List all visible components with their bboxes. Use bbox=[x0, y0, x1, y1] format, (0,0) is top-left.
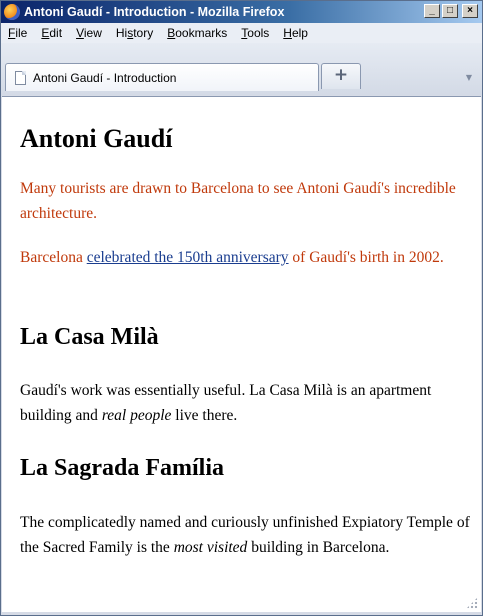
minimize-button[interactable]: _ bbox=[424, 4, 440, 18]
page-heading: Antoni Gaudí bbox=[20, 124, 173, 153]
menu-bookmarks[interactable]: Bookmarks bbox=[167, 26, 228, 40]
window-controls bbox=[424, 4, 478, 18]
maximize-button[interactable]: □ bbox=[442, 4, 458, 18]
menu-file[interactable]: File bbox=[8, 26, 28, 40]
casa-mila-paragraph: Gaudí's work was essentially useful. La Casa Milà is an apartment building and real people live there. bbox=[20, 382, 432, 424]
document-icon bbox=[15, 71, 26, 85]
close-button[interactable]: × bbox=[462, 4, 478, 18]
list-all-tabs-icon[interactable]: ▼ bbox=[465, 73, 472, 82]
menu-bar bbox=[1, 23, 482, 43]
menu-edit[interactable]: Edit bbox=[41, 26, 63, 40]
resize-grip-icon[interactable] bbox=[466, 597, 478, 609]
menu-view[interactable]: View bbox=[76, 26, 102, 40]
window-title: Antoni Gaudí - Introduction - Mozilla Firefox bbox=[24, 5, 285, 19]
tab-label: Antoni Gaudí - Introduction bbox=[33, 70, 177, 85]
sagrada-familia-heading: La Sagrada Família bbox=[20, 455, 225, 481]
menu-help[interactable]: Help bbox=[283, 26, 308, 40]
tab-strip bbox=[1, 43, 482, 95]
menu-tools[interactable]: Tools bbox=[241, 26, 270, 40]
intro-paragraph: Many tourists are drawn to Barcelona to see Antoni Gaudí's incredible architecture. bbox=[20, 180, 456, 222]
firefox-logo-icon bbox=[4, 4, 20, 20]
menu-history[interactable]: History bbox=[115, 26, 154, 40]
page-content bbox=[2, 96, 481, 612]
title-bar[interactable] bbox=[1, 1, 482, 23]
new-tab-button[interactable]: + bbox=[321, 63, 361, 89]
tab-gaudi-introduction[interactable] bbox=[5, 63, 319, 91]
casa-mila-heading: La Casa Milà bbox=[20, 324, 159, 350]
celebration-paragraph: Barcelona celebrated the 150th anniversary of Gaudí's birth in 2002. bbox=[20, 249, 444, 266]
anniversary-link[interactable]: celebrated the 150th anniversary bbox=[86, 249, 289, 266]
sagrada-familia-paragraph: The complicatedly named and curiously unfinished Expiatory Temple of the Sacred Family is the most visited building in Barcelona. bbox=[20, 514, 470, 556]
